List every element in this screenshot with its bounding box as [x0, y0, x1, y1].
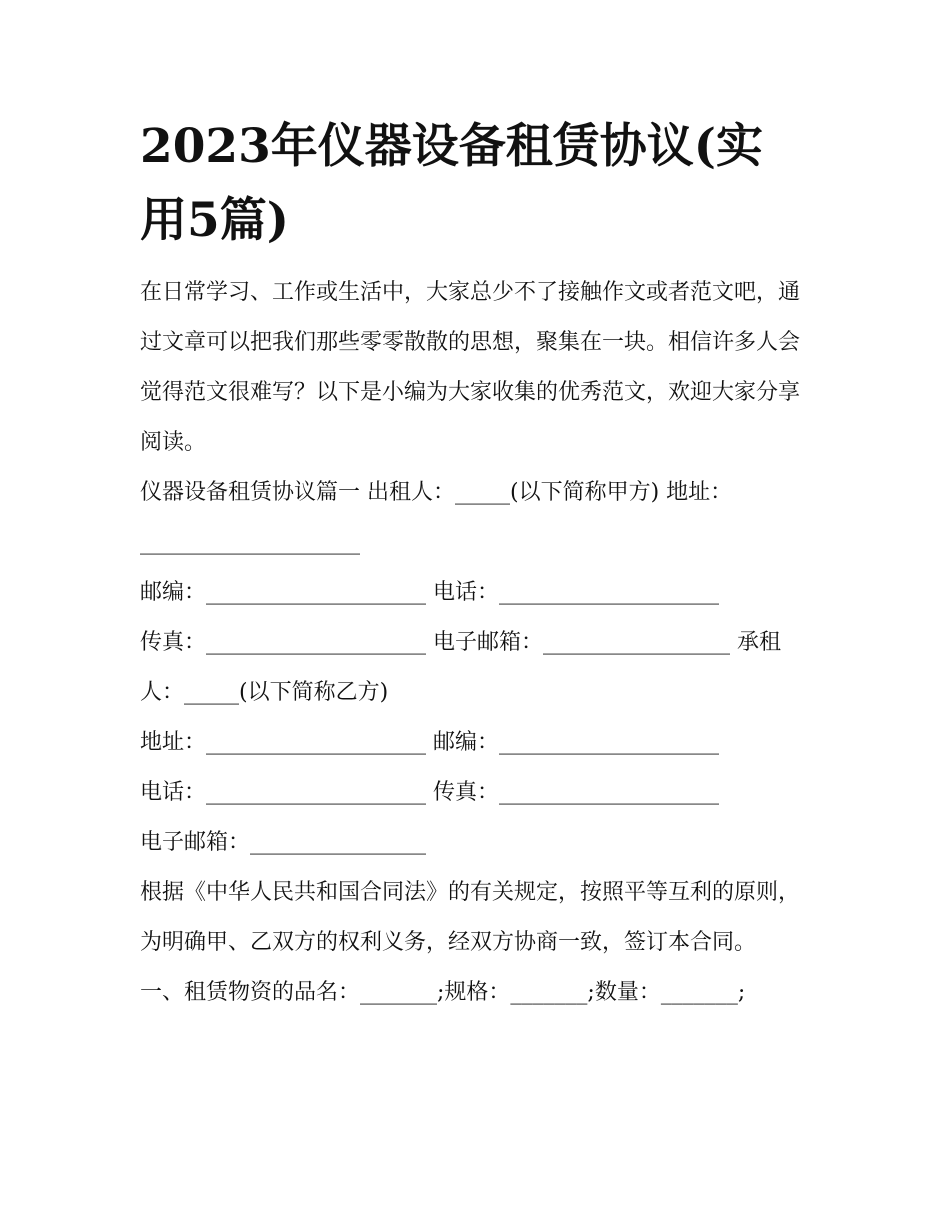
- basis-paragraph: 根据《中华人民共和国合同法》的有关规定，按照平等互利的原则，为明确甲、乙双方的权利义务，经双方协商一致，签订本合同。: [140, 880, 801, 955]
- clause-1: 一、租赁物资的品名：_______;规格：_______;数量：_______;: [140, 980, 746, 1005]
- lessor-line: 仪器设备租赁协议篇一 出租人：_____(以下简称甲方) 地址：____________________: [140, 480, 733, 555]
- intro-paragraph: 在日常学习、工作或生活中，大家总少不了接触作文或者范文吧，通过文章可以把我们那些零零散散的思想，聚集在一块。相信许多人会觉得范文很难写？以下是小编为大家收集的优秀范文，欢迎大家分享阅读。: [140, 280, 801, 455]
- lessor-postcode-phone: 邮编：____________________ 电话：____________________: [140, 580, 719, 605]
- document-title: [140, 110, 820, 258]
- title-line-2: 用5篇): [140, 193, 289, 248]
- lessee-address-postcode: 地址：____________________ 邮编：____________________: [140, 730, 719, 755]
- lessor-fax-email: 传真：____________________ 电子邮箱：_________________ 承租人：_____(以下简称乙方): [140, 630, 781, 705]
- document-page: [140, 110, 820, 1018]
- lessee-phone-fax: 电话：____________________ 传真：____________________: [140, 780, 719, 805]
- lessee-email: 电子邮箱：________________: [140, 830, 427, 855]
- title-line-1: 2023年仪器设备租赁协议(实: [140, 119, 764, 174]
